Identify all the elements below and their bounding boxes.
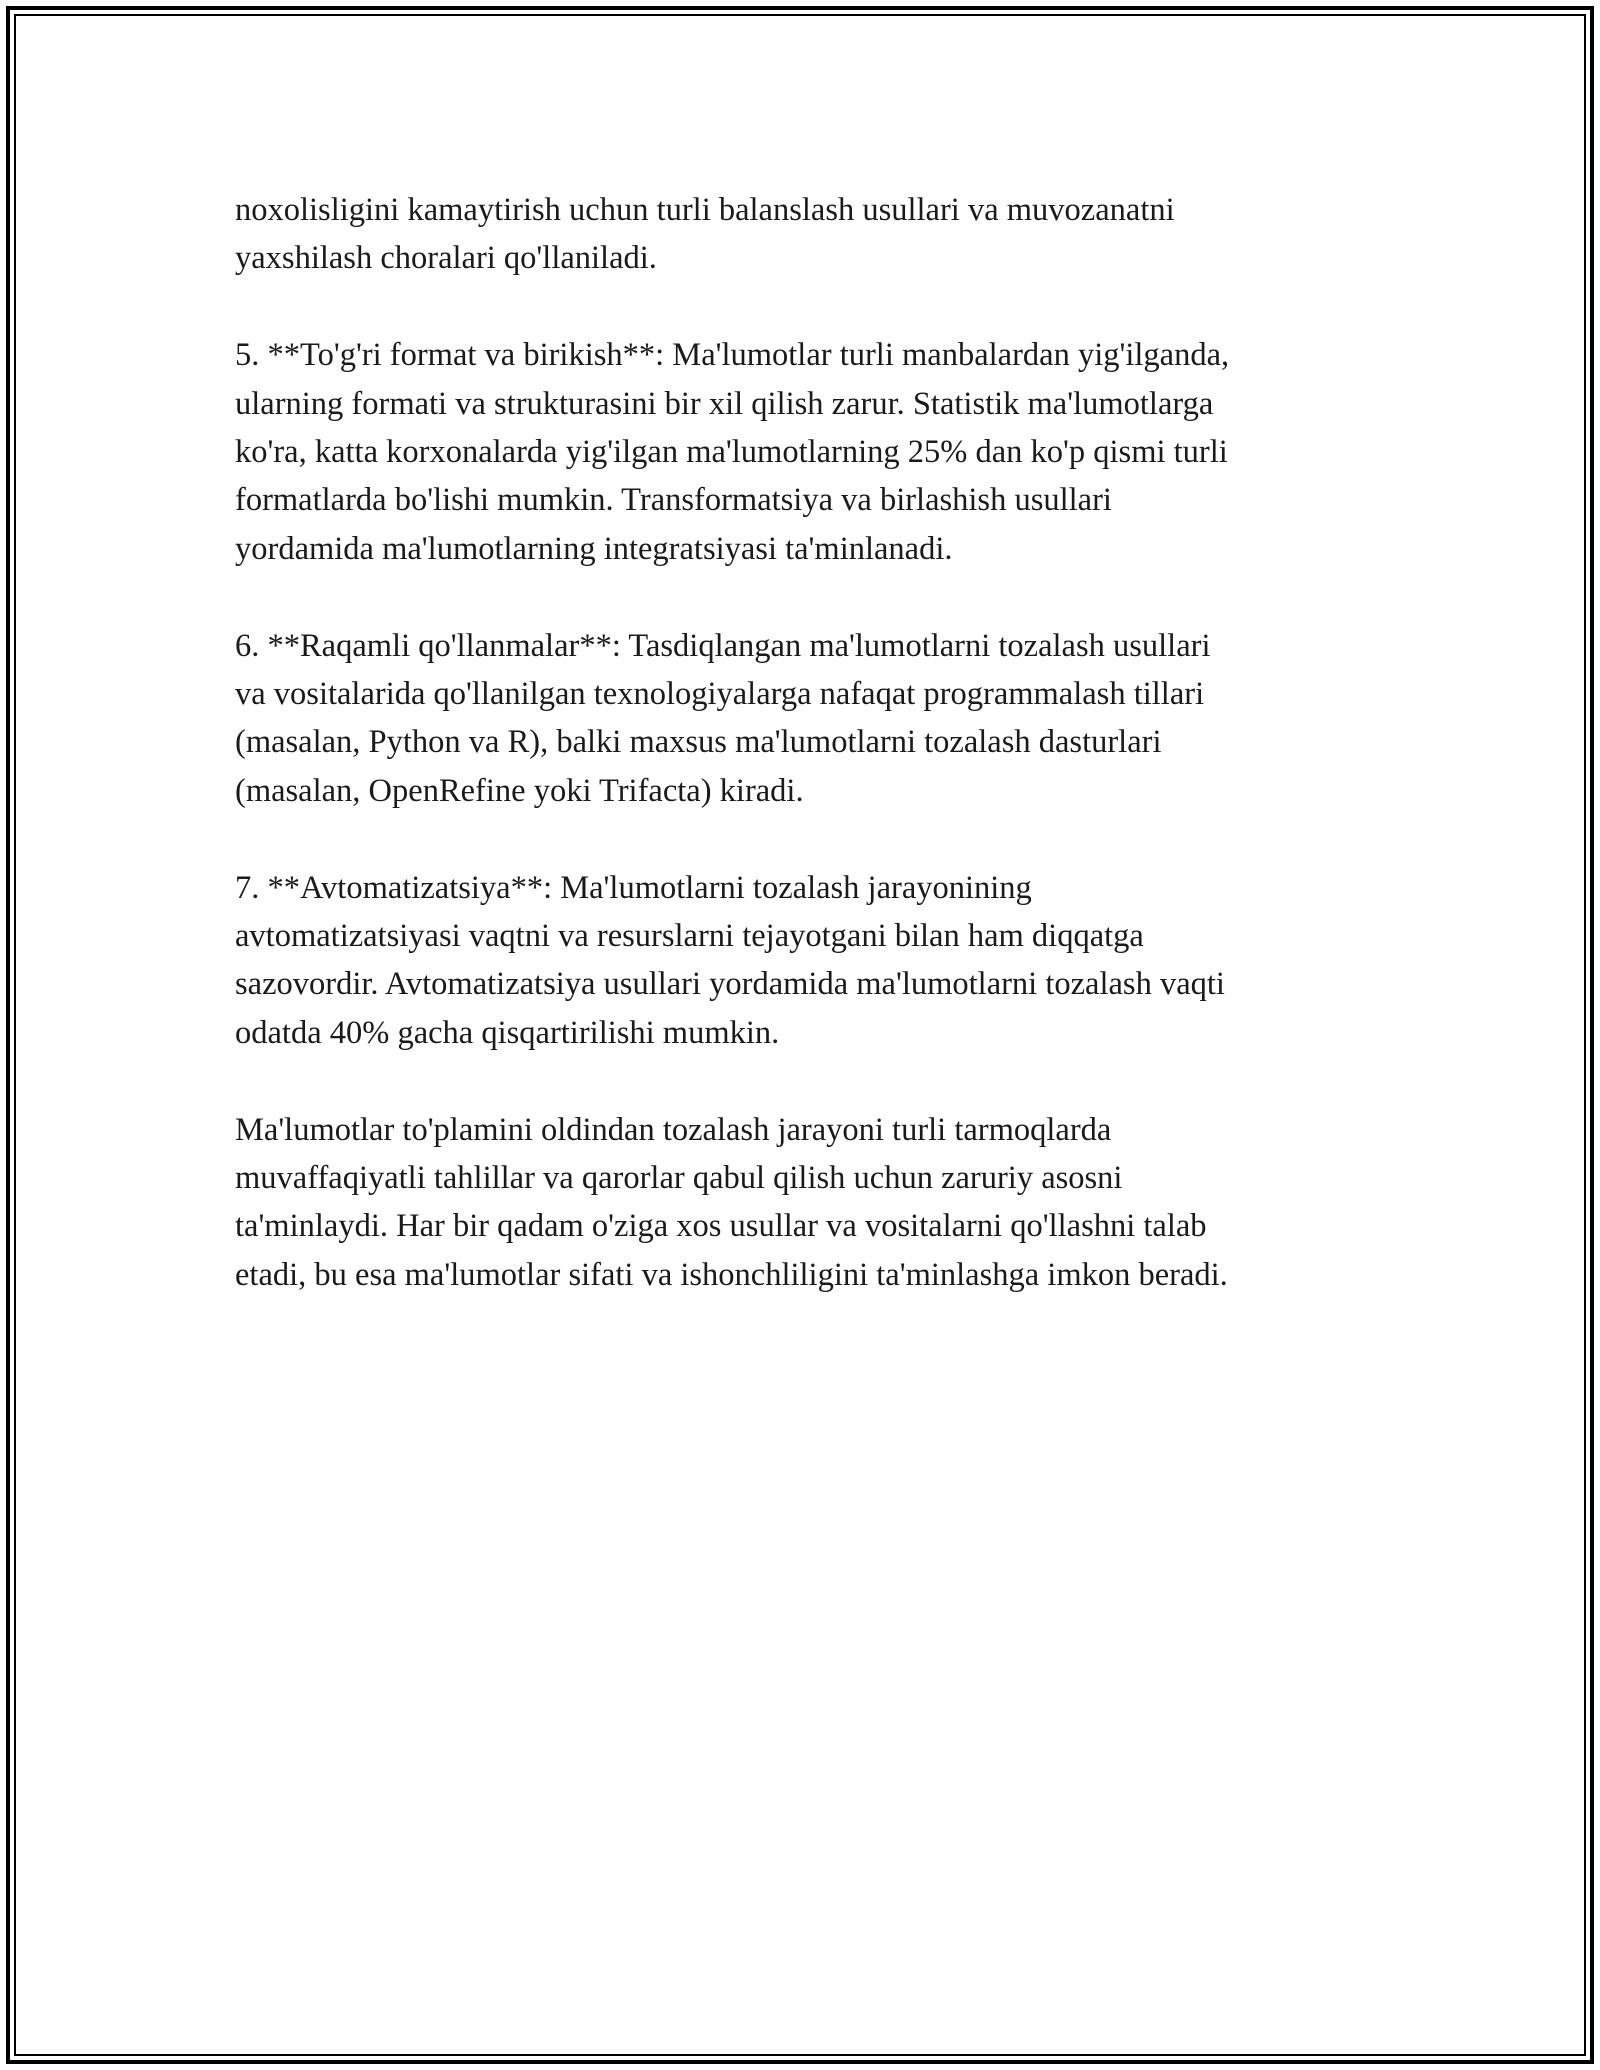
text-line: 7. **Avtomatizatsiya**: Ma'lumotlarni tozalash jarayonining [235, 869, 1032, 906]
document-body [235, 186, 1405, 1348]
text-line: odatda 40% gacha qisqartirilishi mumkin. [235, 1014, 780, 1051]
text-line: ularning formati va strukturasini bir xil qilish zarur. Statistik ma'lumotlarga [235, 385, 1214, 422]
paragraph-item-7 [235, 864, 1405, 1058]
text-line: ta'minlaydi. Har bir qadam o'ziga xos usullar va vositalarni qo'llashni talab [235, 1208, 1207, 1245]
text-line: noxolisligini kamaytirish uchun turli balanslash usullari va muvozanatni [235, 192, 1175, 228]
text-line: etadi, bu esa ma'lumotlar sifati va ishonchliligini ta'minlashga imkon beradi. [235, 1256, 1228, 1293]
text-line: 6. **Raqamli qo'llanmalar**: Tasdiqlangan ma'lumotlarni tozalash usullari [235, 627, 1211, 664]
text-line: Ma'lumotlar to'plamini oldindan tozalash jarayoni turli tarmoqlarda [235, 1111, 1112, 1148]
text-line: ko'ra, katta korxonalarda yig'ilgan ma'lumotlarning 25% dan ko'p qismi turli [235, 434, 1228, 471]
text-line: 5. **To'g'ri format va birikish**: Ma'lumotlar turli manbalardan yig'ilganda, [235, 337, 1230, 374]
paragraph-item-6 [235, 622, 1405, 816]
paragraph-intro-continuation [235, 186, 1405, 283]
text-line: va vositalarida qo'llanilgan texnologiyalarga nafaqat programmalash tillari [235, 676, 1205, 713]
paragraph-item-5 [235, 331, 1405, 573]
text-line: yaxshilash choralari qo'llaniladi. [235, 240, 657, 277]
text-line: yordamida ma'lumotlarning integratsiyasi ta'minlanadi. [235, 530, 953, 567]
text-line: sazovordir. Avtomatizatsiya usullari yordamida ma'lumotlarni tozalash vaqti [235, 966, 1225, 1003]
text-line: (masalan, OpenRefine yoki Trifacta) kiradi. [235, 772, 804, 809]
text-line: avtomatizatsiyasi vaqtni va resurslarni tejayotgani bilan ham diqqatga [235, 918, 1144, 955]
text-line: muvaffaqiyatli tahlillar va qarorlar qabul qilish uchun zaruriy asosni [235, 1160, 1123, 1197]
text-line: formatlarda bo'lishi mumkin. Transformatsiya va birlashish usullari [235, 482, 1112, 519]
paragraph-conclusion [235, 1106, 1405, 1300]
text-line: (masalan, Python va R), balki maxsus ma'lumotlarni tozalash dasturlari [235, 724, 1162, 761]
